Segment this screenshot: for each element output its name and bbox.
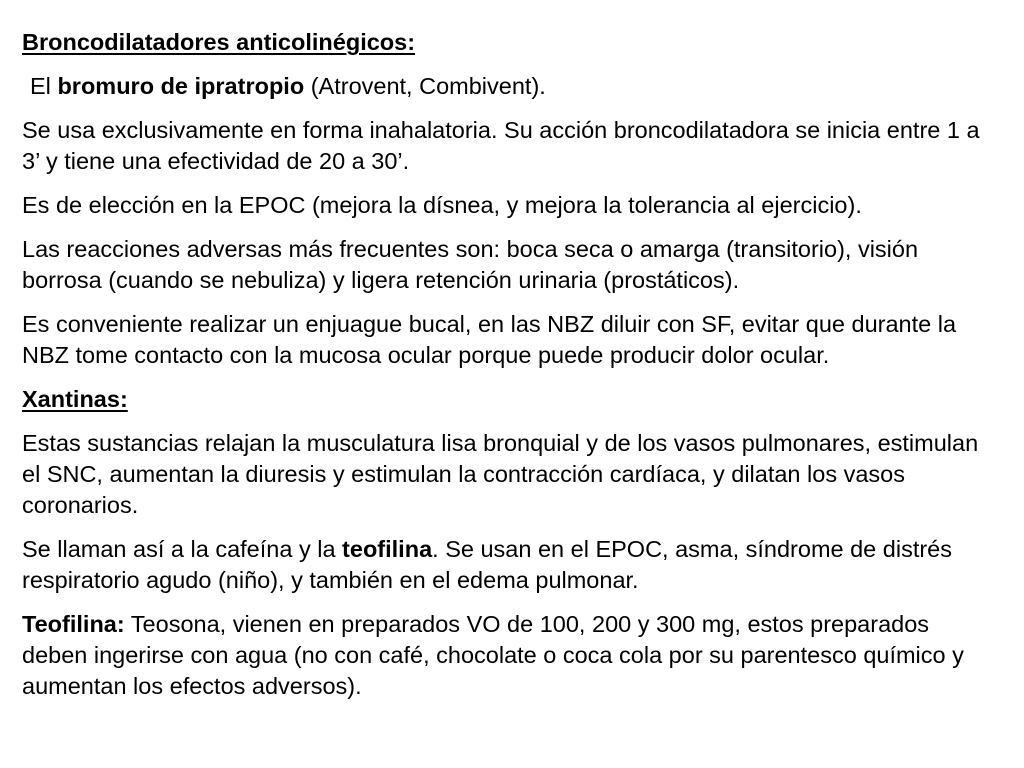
paragraph-recommendations: Es conveniente realizar un enjuague bucal, en las NBZ diluir con SF, evitar que durante la NBZ tome contacto con la mucosa ocular porque puede producir dolor ocular. [22,311,957,368]
paragraph-epoc-indication: Es de elección en la EPOC (mejora la dísnea, y mejora la tolerancia al ejercicio). [22,192,862,218]
drug-intro-suffix: (Atrovent, Combivent). [304,73,546,99]
drug-name-theophylline: teofilina [342,536,433,562]
theophylline-text: Teosona, vienen en preparados VO de 100, 200 y 300 mg, estos preparados deben ingerirse con agua (no con café, chocolate o coca cola por su parentesco químico y aumentan los efectos adversos). [22,611,964,699]
paragraph-xanthines-effects: Estas sustancias relajan la musculatura lisa bronquial y de los vasos pulmonares, estimulan el SNC, aumentan la diuresis y estimulan la contracción cardíaca, y dilatan los vasos coronarios. [22,430,979,518]
slide-content [22,27,982,715]
section-heading-xanthines: Xantinas: [22,386,128,412]
paragraph-administration: Se usa exclusivamente en forma inahalatoria. Su acción broncodilatadora se inicia entre 1 a 3’ y tiene una efectividad de 20 a 30’. [22,117,980,174]
drug-intro-prefix: El [30,73,58,99]
drug-name-ipratropium: bromuro de ipratropio [57,73,305,99]
xanthines-uses-prefix: Se llaman así a la cafeína y la [22,536,343,562]
paragraph-adverse-reactions: Las reacciones adversas más frecuentes son: boca seca o amarga (transitorio), visión borrosa (cuando se nebuliza) y ligera retención urinaria (prostáticos). [22,236,919,293]
paragraph-xanthines-uses [22,534,982,596]
drug-intro-paragraph [22,71,982,102]
xanthines-uses-suffix: . Se usan en el EPOC, asma, síndrome de distrés respiratorio agudo (niño), y también en el edema pulmonar. [22,536,952,593]
section-heading-anticholinergics: Broncodilatadores anticolinégicos: [22,29,416,55]
paragraph-theophylline [22,609,982,702]
theophylline-label: Teofilina: [22,611,125,637]
